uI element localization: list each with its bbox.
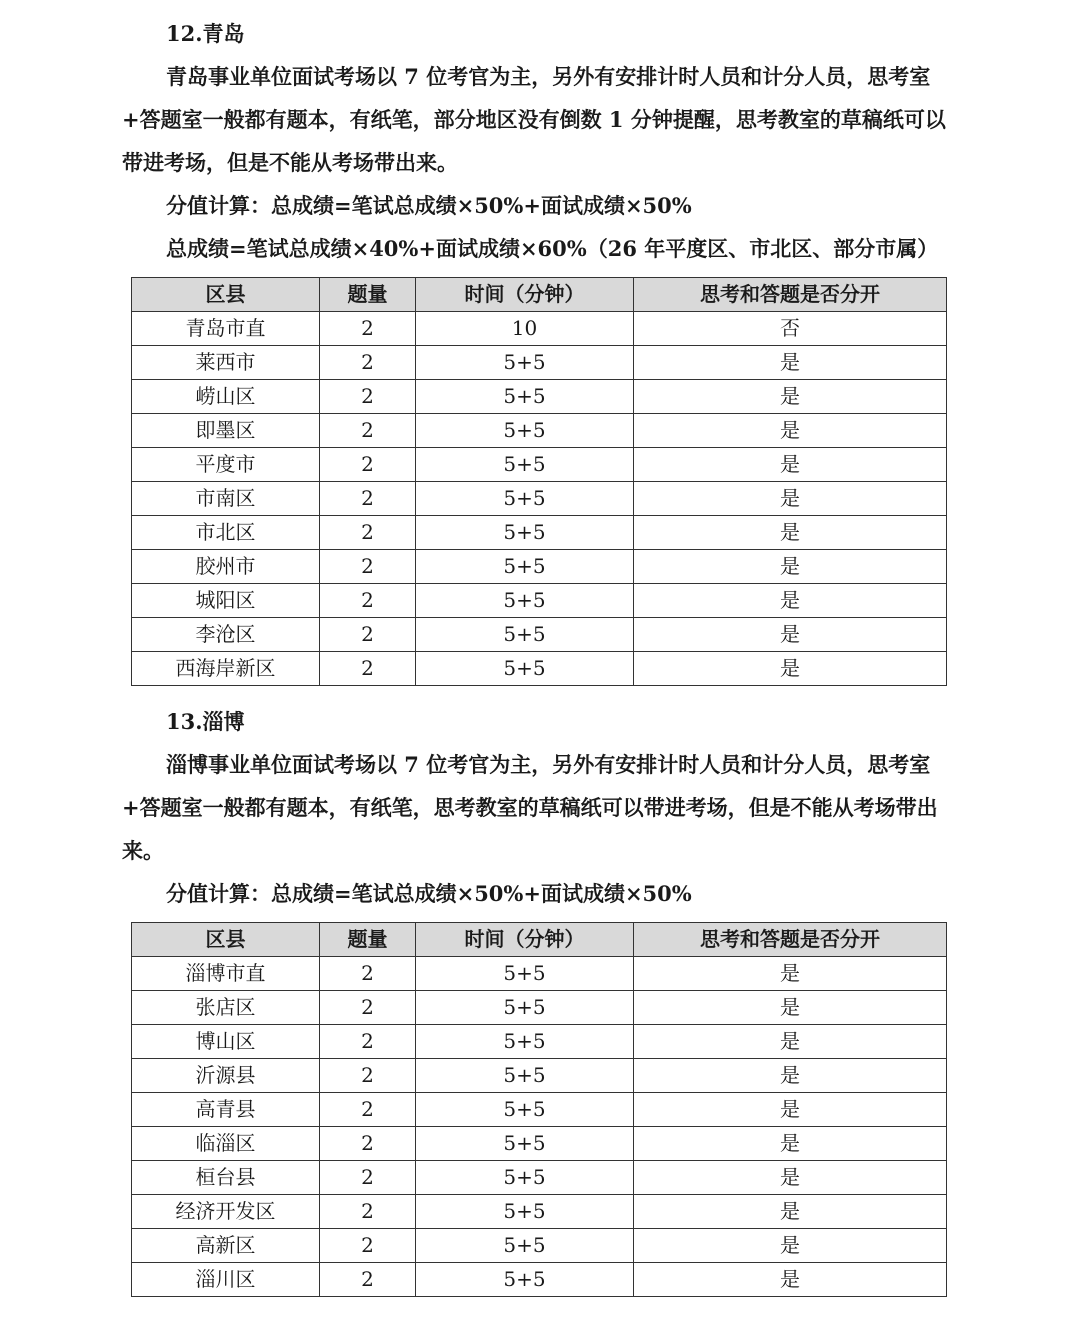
table-cell: 2 xyxy=(320,652,416,686)
table-row xyxy=(132,1025,947,1059)
table-cell: 桓台县 xyxy=(132,1161,320,1195)
table-cell: 2 xyxy=(320,1263,416,1297)
table-cell: 莱西市 xyxy=(132,346,320,380)
table-cell: 2 xyxy=(320,1161,416,1195)
table-cell: 5+5 xyxy=(416,516,634,550)
table-row xyxy=(132,1195,947,1229)
table-row xyxy=(132,618,947,652)
table-cell: 5+5 xyxy=(416,991,634,1025)
table-cell: 5+5 xyxy=(416,550,634,584)
table-cell: 是 xyxy=(634,584,947,618)
table-cell: 5+5 xyxy=(416,346,634,380)
table-cell: 是 xyxy=(634,1127,947,1161)
table-cell: 2 xyxy=(320,991,416,1025)
table-row xyxy=(132,1161,947,1195)
table-cell: 即墨区 xyxy=(132,414,320,448)
table-cell: 5+5 xyxy=(416,584,634,618)
section-paragraph-qingdao: 青岛事业单位面试考场以 7 位考官为主，另外有安排计时人员和计分人员，思考室+答题室一般都有题本，有纸笔，部分地区没有倒数 1 分钟提醒，思考教室的草稿纸可以带进考场，但是不能从考场带出来。 xyxy=(122,64,946,175)
table-cell: 市北区 xyxy=(132,516,320,550)
table-cell: 是 xyxy=(634,618,947,652)
table-cell: 2 xyxy=(320,346,416,380)
table-header-cell: 时间（分钟） xyxy=(416,923,634,957)
table-cell: 是 xyxy=(634,1195,947,1229)
table-cell: 5+5 xyxy=(416,1059,634,1093)
table-cell: 2 xyxy=(320,448,416,482)
table-cell: 胶州市 xyxy=(132,550,320,584)
table-cell: 5+5 xyxy=(416,448,634,482)
table-cell: 是 xyxy=(634,1093,947,1127)
table-cell: 高新区 xyxy=(132,1229,320,1263)
table-cell: 5+5 xyxy=(416,1229,634,1263)
table-cell: 2 xyxy=(320,1127,416,1161)
table-cell: 平度市 xyxy=(132,448,320,482)
table-row xyxy=(132,1127,947,1161)
table-cell: 城阳区 xyxy=(132,584,320,618)
table-cell: 是 xyxy=(634,957,947,991)
table-cell: 青岛市直 xyxy=(132,312,320,346)
section-heading-qingdao: 12.青岛 xyxy=(166,21,245,46)
table-cell: 是 xyxy=(634,1263,947,1297)
table-header-cell: 时间（分钟） xyxy=(416,278,634,312)
table-row xyxy=(132,584,947,618)
interview-table-zibo xyxy=(131,922,947,1297)
table-cell: 5+5 xyxy=(416,1195,634,1229)
table-header-cell: 题量 xyxy=(320,923,416,957)
table-cell: 淄川区 xyxy=(132,1263,320,1297)
table-row xyxy=(132,448,947,482)
table-row xyxy=(132,652,947,686)
score-line: 分值计算：总成绩=笔试总成绩×50%+面试成绩×50% xyxy=(166,193,692,218)
table-cell: 李沧区 xyxy=(132,618,320,652)
table-cell: 2 xyxy=(320,1195,416,1229)
table-cell: 崂山区 xyxy=(132,380,320,414)
table-cell: 2 xyxy=(320,482,416,516)
table-row xyxy=(132,1263,947,1297)
table-row xyxy=(132,1059,947,1093)
table-row xyxy=(132,1229,947,1263)
table-cell: 临淄区 xyxy=(132,1127,320,1161)
table-row xyxy=(132,312,947,346)
table-cell: 5+5 xyxy=(416,1161,634,1195)
table-cell: 是 xyxy=(634,1161,947,1195)
score-line: 总成绩=笔试总成绩×40%+面试成绩×60%（26 年平度区、市北区、部分市属） xyxy=(166,236,939,261)
table-cell: 是 xyxy=(634,448,947,482)
table-row xyxy=(132,957,947,991)
table-row xyxy=(132,991,947,1025)
table-cell: 张店区 xyxy=(132,991,320,1025)
table-cell: 淄博市直 xyxy=(132,957,320,991)
table-cell: 是 xyxy=(634,380,947,414)
table-cell: 2 xyxy=(320,584,416,618)
table-row xyxy=(132,414,947,448)
table-cell: 是 xyxy=(634,550,947,584)
table-row xyxy=(132,1093,947,1127)
table-cell: 2 xyxy=(320,516,416,550)
table-cell: 是 xyxy=(634,516,947,550)
table-cell: 高青县 xyxy=(132,1093,320,1127)
section-heading-zibo: 13.淄博 xyxy=(166,709,245,734)
table-cell: 5+5 xyxy=(416,618,634,652)
table-row xyxy=(132,550,947,584)
table-header-cell: 思考和答题是否分开 xyxy=(634,278,947,312)
table-cell: 是 xyxy=(634,1025,947,1059)
table-cell: 是 xyxy=(634,1229,947,1263)
table-cell: 博山区 xyxy=(132,1025,320,1059)
table-header-row xyxy=(132,278,947,312)
table-cell: 2 xyxy=(320,312,416,346)
table-cell: 2 xyxy=(320,1229,416,1263)
table-cell: 5+5 xyxy=(416,414,634,448)
table-cell: 是 xyxy=(634,1059,947,1093)
table-row xyxy=(132,482,947,516)
table-cell: 2 xyxy=(320,1059,416,1093)
table-cell: 否 xyxy=(634,312,947,346)
table-cell: 2 xyxy=(320,380,416,414)
section-paragraph-zibo: 淄博事业单位面试考场以 7 位考官为主，另外有安排计时人员和计分人员，思考室+答题室一般都有题本，有纸笔，思考教室的草稿纸可以带进考场，但是不能从考场带出来。 xyxy=(122,752,938,863)
table-cell: 5+5 xyxy=(416,1263,634,1297)
table-header-cell: 思考和答题是否分开 xyxy=(634,923,947,957)
table-cell: 2 xyxy=(320,957,416,991)
table-row xyxy=(132,380,947,414)
table-cell: 经济开发区 xyxy=(132,1195,320,1229)
table-header-row xyxy=(132,923,947,957)
table-cell: 5+5 xyxy=(416,957,634,991)
table-cell: 10 xyxy=(416,312,634,346)
table-header-cell: 区县 xyxy=(132,278,320,312)
table-cell: 2 xyxy=(320,414,416,448)
interview-table-qingdao xyxy=(131,277,947,686)
table-header-cell: 题量 xyxy=(320,278,416,312)
table-row xyxy=(132,516,947,550)
table-cell: 是 xyxy=(634,991,947,1025)
table-cell: 5+5 xyxy=(416,1025,634,1059)
table-cell: 5+5 xyxy=(416,380,634,414)
table-cell: 是 xyxy=(634,652,947,686)
table-cell: 5+5 xyxy=(416,1093,634,1127)
table-cell: 沂源县 xyxy=(132,1059,320,1093)
table-cell: 是 xyxy=(634,346,947,380)
table-cell: 2 xyxy=(320,618,416,652)
table-row xyxy=(132,346,947,380)
table-cell: 是 xyxy=(634,482,947,516)
table-cell: 2 xyxy=(320,550,416,584)
table-cell: 5+5 xyxy=(416,652,634,686)
table-cell: 市南区 xyxy=(132,482,320,516)
table-cell: 西海岸新区 xyxy=(132,652,320,686)
table-header-cell: 区县 xyxy=(132,923,320,957)
table-cell: 2 xyxy=(320,1025,416,1059)
score-line: 分值计算：总成绩=笔试总成绩×50%+面试成绩×50% xyxy=(166,881,692,906)
table-cell: 是 xyxy=(634,414,947,448)
table-cell: 2 xyxy=(320,1093,416,1127)
table-cell: 5+5 xyxy=(416,1127,634,1161)
table-cell: 5+5 xyxy=(416,482,634,516)
